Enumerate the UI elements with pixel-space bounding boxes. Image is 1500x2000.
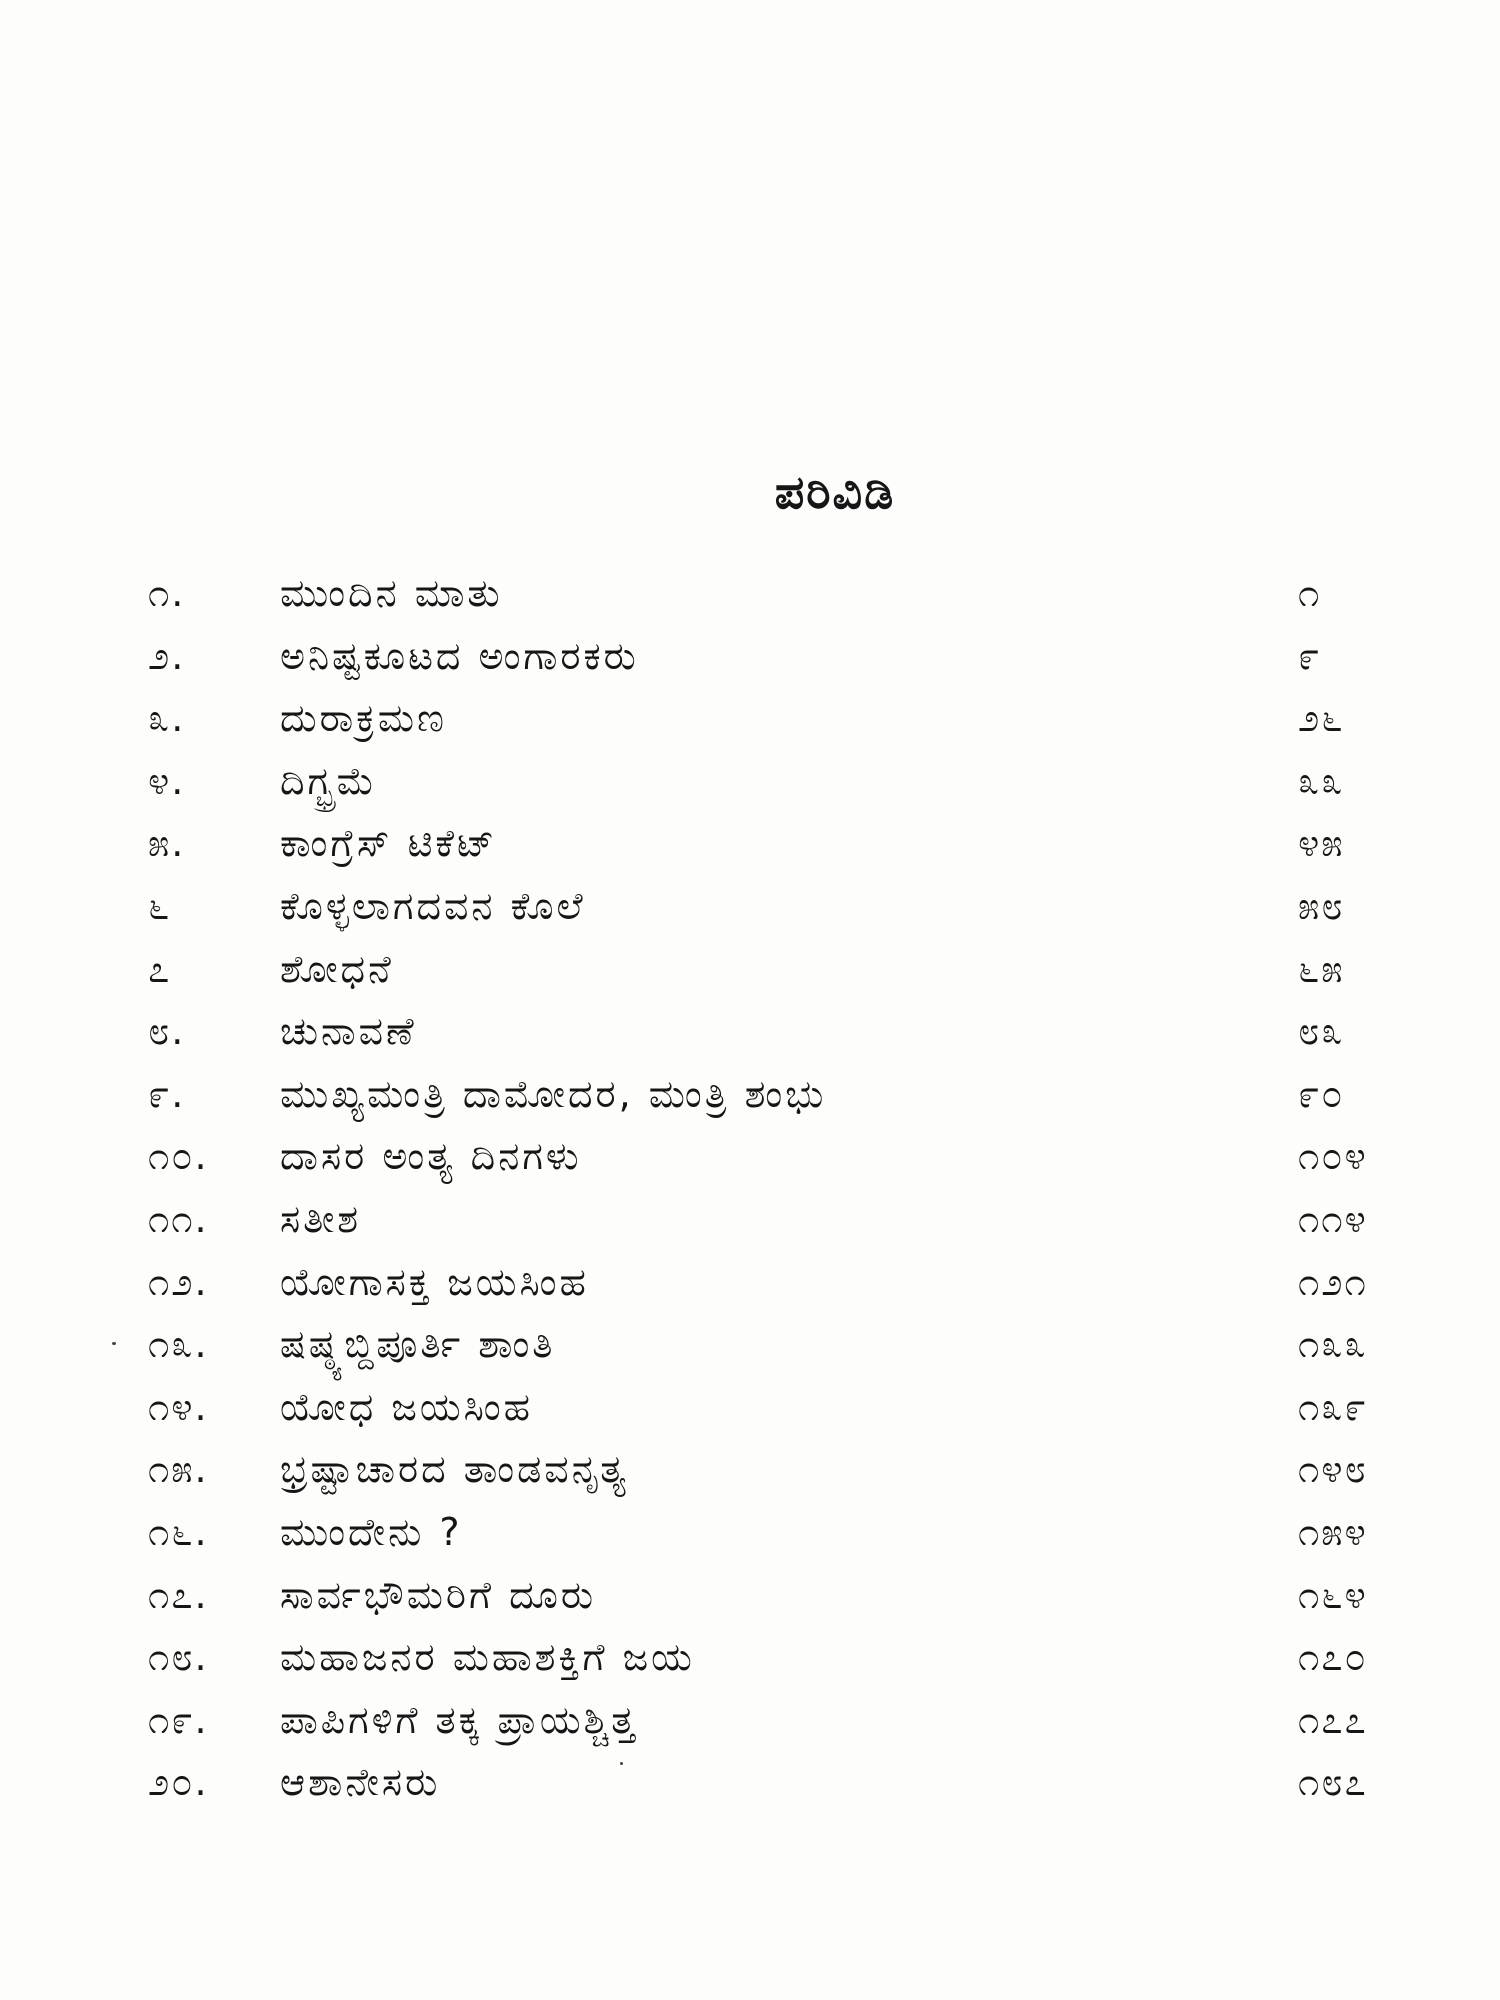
chapter-number: ೨. [148,633,186,678]
chapter-page-number: ೧೩೩ [1298,1322,1368,1367]
chapter-number: ೧೬. [148,1509,209,1554]
chapter-page-number: ೫೮ [1298,883,1345,928]
chapter-title: ಚುನಾವಣೆ [280,1009,417,1054]
toc-entry [148,1501,1408,1564]
chapter-page-number: ೧೮೭ [1298,1760,1368,1805]
chapter-page-number: ೬೫ [1298,946,1345,991]
toc-entry [148,1689,1408,1752]
chapter-page-number: ೧೦೪ [1298,1134,1368,1179]
chapter-page-number: ೧೬೪ [1298,1572,1368,1617]
page-title: ಪರಿವಿಡಿ [774,465,896,519]
chapter-page-number: ೩೩ [1298,758,1345,803]
chapter-number: ೧೭. [148,1572,209,1617]
toc-entry [148,1626,1408,1689]
toc-entry [148,1188,1408,1251]
toc-entry [148,1313,1408,1376]
toc-entry [148,1000,1408,1063]
chapter-title: ದುರಾಕ್ರಮಣ [280,696,447,741]
chapter-title: ಕೊಳ್ಳಲಾಗದವನ ಕೊಲೆ [280,883,586,928]
toc-entry [148,625,1408,688]
toc-entry [148,1564,1408,1627]
chapter-title: ಮುಖ್ಯಮಂತ್ರಿ ದಾಮೋದರ, ಮಂತ್ರಿ ಶಂಭು [280,1071,827,1116]
toc-entry [148,1063,1408,1126]
chapter-title: ದಾಸರ ಅಂತ್ಯ ದಿನಗಳು [280,1134,582,1179]
toc-entry [148,687,1408,750]
chapter-title: ಯೋಧ ಜಯಸಿಂಹ [280,1384,533,1429]
chapter-page-number: ೧೩೯ [1298,1384,1368,1429]
toc-entry [148,750,1408,813]
chapter-title: ಆಶಾನೇಸರು [280,1760,441,1805]
toc-entry [148,1438,1408,1501]
chapter-title: ಶೋಧನೆ [280,946,394,991]
chapter-number: ೧. [148,571,186,615]
chapter-number: ೧೩. [148,1322,209,1367]
toc-entry [148,875,1408,938]
table-of-contents [148,562,1408,1814]
chapter-title: ದಿಗ್ಭ್ರಮೆ [280,758,378,803]
chapter-title: ಮುಂದೇನು ? [280,1509,463,1554]
toc-entry [148,1251,1408,1314]
scan-speck [620,1762,623,1765]
chapter-title: ಯೋಗಾಸಕ್ತ ಜಯಸಿಂಹ [280,1259,589,1304]
chapter-number: ೬ [148,883,172,928]
chapter-title: ಮಹಾಜನರ ಮಹಾಶಕ್ತಿಗೆ ಜಯ [280,1635,695,1680]
chapter-number: ೪. [148,758,186,803]
chapter-title: ಭ್ರಷ್ಟಾಚಾರದ ತಾಂಡವನೃತ್ಯ [280,1447,629,1492]
chapter-page-number: ೧ [1298,571,1322,615]
scan-speck [112,1342,116,1345]
chapter-number: ೧೯. [148,1697,209,1742]
chapter-number: ೯. [148,1071,186,1116]
chapter-title: ಮುಂದಿನ ಮಾತು [280,571,503,615]
chapter-page-number: ೧೭೭ [1298,1697,1368,1742]
chapter-title: ಪಾಪಿಗಳಿಗೆ ತಕ್ಕ ಪ್ರಾಯಶ್ಚಿತ್ತ [280,1697,638,1742]
chapter-page-number: ೧೭೦ [1298,1635,1368,1680]
chapter-title: ಕಾಂಗ್ರೆಸ್ ಟಿಕೆಟ್ [280,821,498,866]
chapter-page-number: ೪೫ [1298,821,1345,866]
chapter-number: ೮. [148,1009,186,1054]
chapter-number: ೭ [148,946,172,991]
chapter-number: ೧೨. [148,1259,209,1304]
chapter-title: ಸಾರ್ವಭೌಮರಿಗೆ ದೂರು [280,1572,597,1617]
chapter-number: ೨೦. [148,1760,209,1805]
chapter-number: ೧೫. [148,1447,209,1492]
chapter-page-number: ೧೨೧ [1298,1259,1368,1304]
toc-entry [148,562,1408,625]
chapter-title: ಸತೀಶ [280,1196,362,1241]
chapter-number: ೧೧. [148,1196,209,1241]
toc-entry [148,938,1408,1001]
chapter-page-number: ೯೦ [1298,1071,1345,1116]
chapter-page-number: ೧೪೮ [1298,1447,1368,1492]
chapter-number: ೫. [148,821,186,866]
chapter-page-number: ೧೧೪ [1298,1196,1368,1241]
chapter-page-number: ೨೬ [1298,696,1345,741]
chapter-page-number: ೮೩ [1298,1009,1345,1054]
toc-entry [148,1376,1408,1439]
chapter-title: ಅನಿಷ್ಟಕೂಟದ ಅಂಗಾರಕರು [280,633,639,678]
chapter-number: ೧೦. [148,1134,209,1179]
toc-entry [148,1751,1408,1814]
chapter-number: ೩. [148,696,186,741]
chapter-number: ೧೪. [148,1384,209,1429]
toc-entry [148,812,1408,875]
chapter-page-number: ೧೫೪ [1298,1509,1368,1554]
chapter-title: ಷಷ್ಠ್ಯಬ್ದಿಪೂರ್ತಿ ಶಾಂತಿ [280,1322,556,1367]
chapter-page-number: ೯ [1298,633,1322,678]
chapter-number: ೧೮. [148,1635,209,1680]
toc-entry [148,1125,1408,1188]
